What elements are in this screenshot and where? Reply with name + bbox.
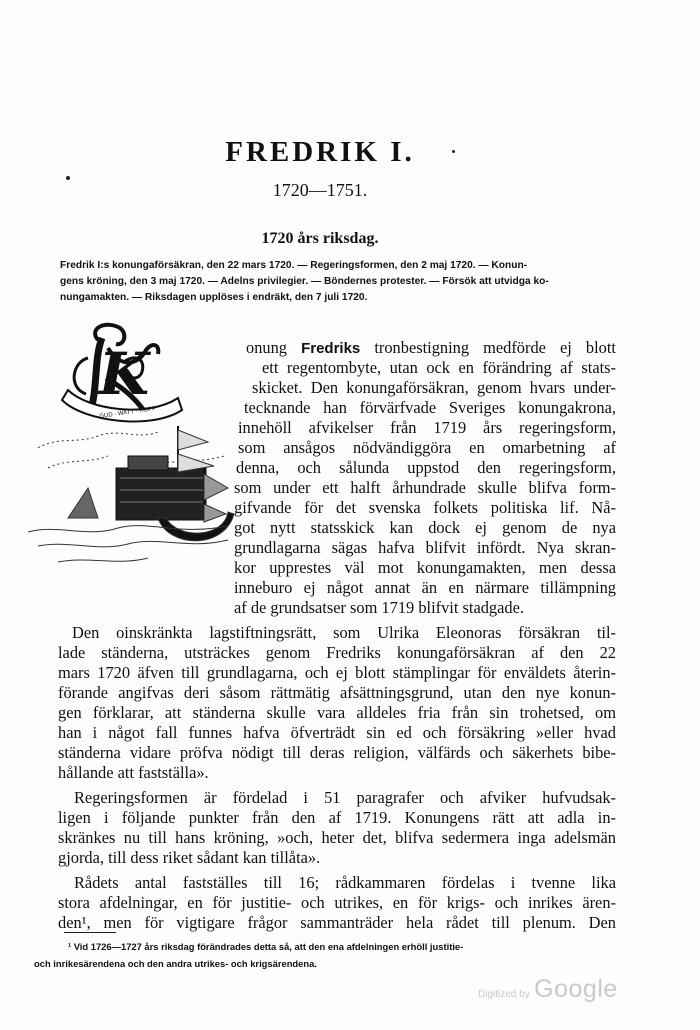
text-line: gjorda, till dess riket sådant kan tillåta». (58, 848, 321, 867)
chapter-title: FREDRIK I. (225, 136, 415, 168)
ribbon-motto: GUD · WATT · HOPP (99, 406, 157, 420)
text-line: got nytt statsskick kan dock ej genom de nya (234, 518, 616, 537)
text-line: den¹, men för vigtigare frågor sammanträder hela rådet till plenum. Den (58, 913, 616, 932)
summary-line: gens kröning, den 3 maj 1720. — Adelns privilegier. — Böndernes protester. — Försök att utvidga ko- (60, 276, 549, 287)
text-line: lade ständerna, utsträckes genom Fredriks konungaförsäkran af den 22 (58, 643, 616, 662)
text-line: inneburo ej något annat än en närmare tillämpning (234, 578, 616, 597)
text-line: gen förklarar, att ständerna skulle vara alldeles fria från sin trohetsed, om (58, 703, 616, 722)
text-line: gifvande för det svenska folkets politiska lif. Nå- (234, 498, 616, 517)
google-logo: Google (534, 975, 618, 1003)
text-line: Regeringsformen är fördelad i 51 paragrafer och afviker hufvudsak- (74, 788, 616, 807)
text-line: grundlagarna sägas hafva blifvit infördt. Nya skran- (234, 538, 616, 557)
footnote-divider (64, 932, 116, 933)
footnote-line: ¹ Vid 1726—1727 års riksdag förändrades detta så, att den ena afdelningen erhöll justitie- (68, 941, 464, 952)
text-line: som under ett halft århundrade skulle blifva form- (234, 478, 616, 497)
text-line: ligen i följande punkter från den af 1719. Konungens rätt att adla in- (58, 808, 616, 827)
text-line: förande angifvas deri såsom rättmätig afsättningsgrund, utan den nye konun- (58, 683, 616, 702)
text-line: ständerna vidare pröfva nödigt till deras religion, välfärds och säkerhets bibe- (58, 743, 616, 762)
summary-line: nungamakten. — Riksdagen upplöses i endräkt, den 7 juli 1720. (60, 292, 368, 303)
text-line: innehöll afvikelser från 1719 års regeringsform, (238, 418, 616, 437)
summary-line: Fredrik I:s konungaförsäkran, den 22 mars 1720. — Regeringsformen, den 2 maj 1720. — Konun- (60, 260, 528, 271)
text-line: skicket. Den konungaförsäkran, genom hvars under- (252, 378, 616, 397)
text-line: tecknande han förvärfvade Sveriges konungakrona, (244, 398, 616, 417)
text-line: hållande att fastställa». (58, 763, 209, 782)
text-line: Den oinskränkta lagstiftningsrätt, som Ulrika Eleonoras försäkran til- (72, 623, 616, 642)
text-line: han i något fall funnes hafva öfverträdt sin ed och försäkring »eller hvad (58, 723, 616, 742)
section-subtitle: 1720 års riksdag. (261, 230, 379, 247)
text-line: af de grundsatser som 1719 blifvit stadgade. (234, 598, 524, 617)
text-line: ett regentombyte, utan ock en förändring af stats- (262, 358, 616, 377)
reign-years: 1720—1751. (272, 180, 368, 200)
print-speck (66, 176, 70, 180)
first-line-end: tronbestigning medförde ej blott (360, 338, 616, 357)
print-speck (452, 150, 455, 153)
text-line (246, 338, 616, 359)
decorative-initial (62, 325, 182, 422)
digitized-watermark (478, 975, 618, 1004)
text-line: mars 1720 äfven till grundlagarna, och ej blott stämplingar för enväldets återin- (58, 663, 616, 682)
footnote-line: och inrikesärendena och den andra utrikes- och krigsärendena. (34, 958, 317, 969)
text-line: denna, och sålunda uppstod den regeringsform, (236, 458, 616, 477)
lead-word: Fredriks (301, 340, 361, 357)
text-line: stora afdelningar, en för justitie- och utrikes, en för krigs- och inrikes ären- (58, 893, 616, 912)
footnote (34, 938, 614, 972)
initial-vignette (28, 318, 246, 613)
initial-letter: K (98, 340, 150, 408)
text-line: Rådets antal fastställes till 16; rådkammaren fördelas i tvenne lika (74, 873, 616, 892)
chapter-summary (60, 258, 618, 306)
text-line: som ansågos nödvändiggöra en omarbetning af (238, 438, 616, 457)
text-line: skränkes nu till hans kröning, »och, heter det, blifva sedermera inga adelsmän (58, 828, 616, 847)
text-line: kor upprestes väl mot konungamakten, men dessa (234, 558, 616, 577)
watermark-prefix: Digitized by (478, 989, 530, 1000)
ship-illustration (28, 426, 234, 562)
first-line-start: onung (246, 338, 302, 357)
